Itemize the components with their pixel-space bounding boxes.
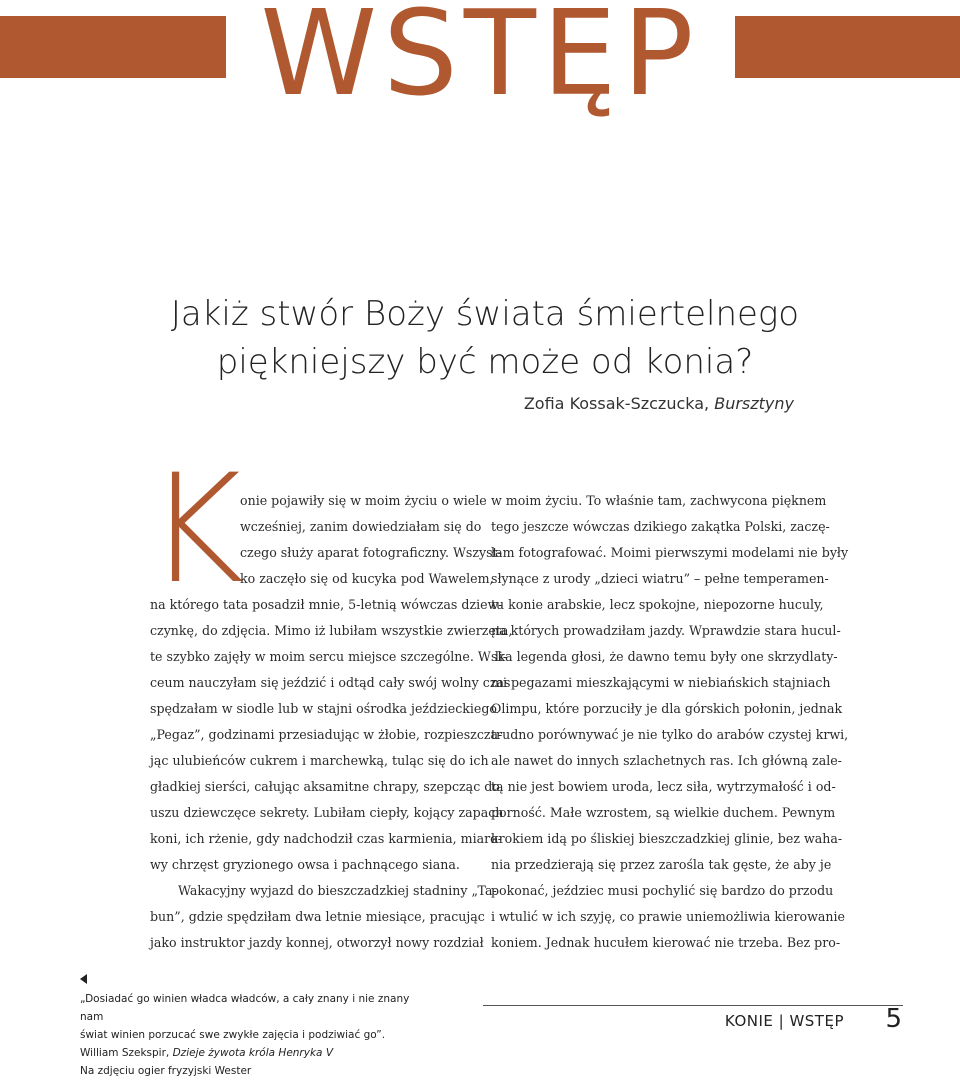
- text-line: Olimpu, które porzuciły je dla górskich połonin, jednak: [491, 701, 843, 716]
- header-bar-left: [0, 16, 226, 78]
- text-line: tu konie arabskie, lecz spokojne, niepozorne huculy,: [491, 597, 824, 612]
- epigraph-attribution: [524, 394, 794, 413]
- text-column-2: [491, 488, 849, 956]
- running-head: KONIE | WSTĘP: [724, 1012, 844, 1030]
- header-bar-right: [735, 16, 960, 78]
- text-line: w moim życiu. To właśnie tam, zachwycona pięknem: [491, 493, 827, 508]
- text-line: spędzałam w siodle lub w stajni ośrodka jeździeckiego: [150, 701, 498, 716]
- text-line: trudno porównywać je nie tylko do arabów czystej krwi,: [491, 727, 849, 742]
- text-line: koniem. Jednak hucułem kierować nie trzeba. Bez pro-: [491, 935, 841, 950]
- text-line: wy chrzęst gryzionego owsa i pachnącego siana.: [150, 857, 460, 872]
- caption-author: William Szekspir,: [80, 1047, 173, 1059]
- text-line: tego jeszcze wówczas dzikiego zakątka Polski, zaczę-: [491, 519, 830, 534]
- text-line: i wtulić w ich szyję, co prawie uniemożliwia kierowanie: [491, 909, 845, 924]
- epigraph-book: Bursztyny: [714, 394, 794, 413]
- text-column-1: [150, 488, 513, 956]
- text-line: czynkę, do zdjęcia. Mimo iż lubiłam wszystkie zwierzęta,: [150, 623, 513, 638]
- caption-arrow-icon: [80, 974, 87, 984]
- text-line: koni, ich rżenie, gdy nadchodził czas karmienia, miaro-: [150, 831, 502, 846]
- epigraph-line-1: Jakiż stwór Boży świata śmiertelnego: [170, 294, 800, 334]
- text-line: słynące z urody „dzieci wiatru” – pełne temperamen-: [491, 571, 829, 586]
- text-line: ceum nauczyłam się jeździć i odtąd cały swój wolny czas: [150, 675, 511, 690]
- text-line: nia przedzierają się przez zarośla tak gęste, że aby je: [491, 857, 832, 872]
- text-line: czego służy aparat fotograficzny. Wszyst-: [240, 545, 502, 560]
- page-number: 5: [885, 1004, 902, 1034]
- text-line: na których prowadziłam jazdy. Wprawdzie stara hucul-: [491, 623, 841, 638]
- text-line: ale nawet do innych szlachetnych ras. Ich główną zale-: [491, 753, 842, 768]
- text-line: krokiem idą po śliskiej bieszczadzkiej glinie, bez waha-: [491, 831, 843, 846]
- text-line: onie pojawiły się w moim życiu o wiele: [240, 493, 487, 508]
- text-line: bun”, gdzie spędziłam dwa letnie miesiące, pracując: [150, 909, 485, 924]
- caption-work: Dzieje żywota króla Henryka V: [172, 1047, 333, 1059]
- chapter-title: WSTĘP: [260, 0, 700, 122]
- caption-line-2: świat winien porzucać swe zwykłe zajęcia i podziwiać go”.: [80, 1029, 386, 1041]
- text-line: tą nie jest bowiem uroda, lecz siła, wytrzymałość i od-: [491, 779, 836, 794]
- text-line: „Pegaz”, godzinami przesiadując w żłobie, rozpieszcza-: [150, 727, 503, 742]
- text-line: uszu dziewczęce sekrety. Lubiłam ciepły, kojący zapach: [150, 805, 504, 820]
- text-line: pokonać, jeździec musi pochylić się bardzo do przodu: [491, 883, 834, 898]
- text-line: jako instruktor jazdy konnej, otworzył nowy rozdział: [150, 935, 484, 950]
- photo-caption: [80, 990, 420, 1080]
- epigraph-author: Zofia Kossak-Szczucka,: [523, 394, 715, 413]
- text-line: mi pegazami mieszkającymi w niebiańskich stajniach: [491, 675, 831, 690]
- caption-line-1: „Dosiadać go winien władca władców, a cały znany i nie znany nam: [80, 993, 410, 1023]
- text-line: ko zaczęło się od kucyka pod Wawelem,: [240, 571, 494, 586]
- epigraph: [150, 290, 820, 386]
- footer-rule: [483, 1005, 903, 1006]
- text-line: łam fotografować. Moimi pierwszymi modelami nie były: [491, 545, 849, 560]
- text-line: na którego tata posadził mnie, 5-letnią wówczas dziew-: [150, 597, 503, 612]
- text-line: porność. Małe wzrostem, są wielkie duchem. Pewnym: [491, 805, 836, 820]
- caption-line-4: Na zdjęciu ogier fryzyjski Wester: [80, 1065, 252, 1077]
- text-line: wcześniej, zanim dowiedziałam się do: [240, 519, 482, 534]
- caption-line-3: [80, 1044, 420, 1062]
- text-line: Wakacyjny wyjazd do bieszczadzkiej stadniny „Ta-: [178, 883, 497, 898]
- text-line: jąc ulubieńców cukrem i marchewką, tuląc się do ich: [150, 753, 489, 768]
- text-line: gładkiej sierści, całując aksamitne chrapy, szepcząc do: [150, 779, 500, 794]
- text-line: ska legenda głosi, że dawno temu były one skrzydlaty-: [491, 649, 838, 664]
- epigraph-line-2: piękniejszy być może od konia?: [216, 342, 754, 382]
- drop-cap: K: [146, 443, 245, 617]
- text-line: te szybko zajęły w moim sercu miejsce szczególne. W li-: [150, 649, 508, 664]
